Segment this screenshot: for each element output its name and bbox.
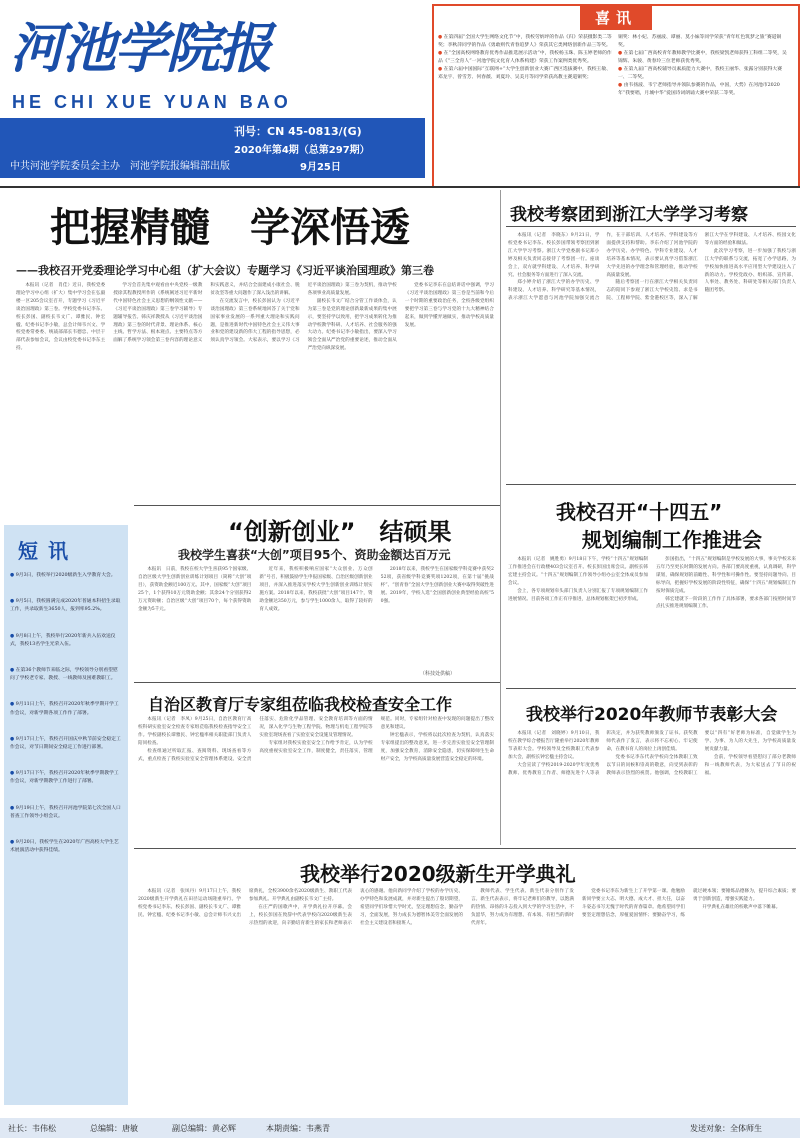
short-news-title: 短讯: [18, 539, 78, 563]
good-news-item: ● 在第四届“全国大学生网络文化节”中，我校劳炳坪的作品《归》荣获摄影类二等奖；李秋萍同学的作品《勇敢则代青春追梦人》荣获其它类网络创新作品三等奖。: [438, 35, 612, 48]
plan-body: [508, 556, 796, 684]
paragraph: 党委书记李东为新生上了开学第一课。他勉励新同学要立大志、明大德、成大才、担大任，以奋斗姿态书写无愧于时代的青春篇章。他希望同学们要坚定理想信念，厚植爱国情怀；要勤奋学习，练就过硬本领；要锤炼品德修为，提升综合素质；要勇于创新创造，增强实践能力。: [582, 889, 796, 918]
short-news-item: ● 9月11日上午，我校召开2020年秋季学期开学工作会议，对新学期各项工作作了部署。: [10, 702, 119, 716]
paragraph: 2018年以来，我校学生在国家级学科竞赛中获奖252项，获省级学科竞赛奖项1202项，在第十届“挑战杯”、“创青春”全国大学生创新创业大赛中取得突破性进展。2019年，学校人选“全国创新创业典型经验高校”50强。: [380, 567, 494, 604]
paragraph: 本报讯（记者 李晓东）9月21日，学校党委书记李东、校长彭国带领考察团到浙江大学学习考察。浙江大学党委副书记郑小婷及相关负责同志接待了考察团一行。座谈会上，双方就学科建设、人才培养、科学研究、社会服务等方面进行了深入交流。: [508, 233, 600, 278]
paragraph: 会前，学校领导看望慰问了部分老教师和一线教师代表，为大家送去了节日的祝福。: [704, 754, 796, 776]
paragraph: 本报讯 日前，我校在校大学生喜获95个国家级、自治区级大学生创新创业训练计划项目（简称“大创”项目），获资助金额近100万元。其中，国家级“大创”项目25个，1个获得10万元资助金额；其余24个分别获得2万元资助额；自治区级“大创”项目70个，每个获得资助金额为5千元。: [138, 567, 252, 612]
paragraph: 随后考察团一行在浙江大学相关负责同志的陪同下参观了浙江大学校史馆、求是书院、工程师学院、紫金港校区等，深入了解浙江大学在学科建设、人才培养、校园文化等方面的经验和做法。: [606, 233, 796, 302]
issn-number: 刊号：CN 45-0813/(G): [234, 125, 362, 138]
paragraph: 本报讯（记者 刘晓婷）9月10日，我校在教学综合楼报告厅隆重举行2020年教师节表彰大会。学校领导及全校教职工代表参加大会，副校长钟宏楹主持会议。: [508, 731, 600, 760]
paragraph: 教师代表、学生代表、新生代表分别作了发言。新生代表表示，将牢记老师们的教导，以饱满的热情、昂扬的斗志投入到大学的学习生活中，不负韶华，努力成为有理想、有本领、有担当的新时代青年。: [471, 889, 574, 926]
short-news-list: [10, 572, 122, 1100]
short-news-item: ● 在第36个教师节来临之际，学校领导分别看望慰问了学校老专家、教授、一线教师及困难教职工。: [10, 668, 118, 682]
opening-title: 我校举行2020级新生开学典礼: [300, 862, 576, 886]
teachers-day-title: 我校举行2020年教师节表彰大会: [526, 705, 778, 725]
paragraph: 检查组通过听取汇报、查阅资料、现场查看等方式，重点检查了我校实验室安全管理体系建设、安全责任落实、危险化学品管理、安全教育培训等方面的情况，深入化学与生物工程学院、物理与机电工程学院等实验室现场查看了实验室安全设施及管理情况。: [138, 717, 373, 762]
footer-chief-editor: 总编辑：唐敏: [90, 1124, 138, 1133]
good-news-item: 铜奖：林小妃、苏丽波、谭丽、莫小妹等同学荣获“青年红色筑梦之旅”赛道铜奖。: [618, 35, 782, 48]
footer-duty-editor: 本期责编：韦燕青: [266, 1124, 330, 1133]
paragraph: 此次学习考察，进一步加强了我校与浙江大学的联系与交流，拓宽了办学思路，为学校加快推进高水平应用型大学建设注入了新的动力。学校党政办、组织部、宣传部、人事处、教务处、科研处等相关部门负责人随团考察。: [704, 248, 796, 294]
good-news-item: ● 由韦扬波、韦宁老师指导并领队参赛的作品，中国，大势》在河池市2020年“我要唱，月城中华”爱国诗词朗诵大赛中荣获二等奖。: [618, 83, 780, 96]
paragraph: 在交流发言中，校长彭国认为《习近平谈治国理政》第三卷系统地回答了关于党和国家事业发展的一系列重大理论和实践问题，是推进新时代中国特色社会主义伟大事业和党的建设新的伟大工程的指导思想，必须认真学习领会。大家表示，要以学习《习近平谈治国理政》第三卷为契机，推动学校各项事业高质量发展。: [210, 283, 397, 344]
paragraph: 大会宣读了学校2019-2020学年度优秀教师、优秀教育工作者、师德先进个人等表彰决定，并为获奖教师颁发了证书。获奖教师代表作了发言，表示将不忘初心、牢记使命，在教书育人的岗位上再创佳绩。: [508, 731, 698, 776]
short-news-item: ● 9月5日，我校圆满完成2020年普通本科招生录取工作，共录取新生3650人，报到率95.2%。: [10, 599, 121, 613]
paragraph: 本报讯（记者 李凤）9月25日，自治区教育厅高校科研实验室安全检查专家组莅临我校检查指导安全工作。学校副校长谭雅民、钟宏楹率相关职能部门负责人陪同检查。: [138, 717, 252, 746]
good-news-item: ● 在“全国高校网络教育优秀作品推选展示活动”中，我校杨玉珠、陈玉婷老师的作品《“三全育人”一河池学院文化育人体系构建》荣获工作案例类优秀奖。: [438, 51, 612, 64]
paragraph: 近年来，我校积极响应国家“大众创业、万众创新”号召，积极鼓励学生申报国家级、自治区级创新创业项目，并深入推进落实学校大学生创新创业训练计划实施方案。2018年以来，我校获批“大创”项目147个，资助金额达350万元，参与学生1000余人，取得了较好的育人成效。: [259, 567, 373, 612]
good-news-item: ● 在第七届广西高校青年教师教学比赛中，我校梁凯老师获得工科组二等奖，吴锦辉、朱骏、黄春玲三位老师获优秀奖。: [618, 51, 787, 64]
zhejiang-body: [508, 232, 796, 480]
newspaper-pinyin: HE CHI XUE YUAN BAO: [12, 92, 292, 112]
footer-distribution: 发送对象：全体师生: [690, 1124, 762, 1133]
paragraph: 学习会首先集中观看由中央党校一级教授徐其程教授所作的《系统阐述习近平新时代中国特色社会主义思想的纲领性文献——《习近平谈治国理政》第三卷学习辅导》专题辅导报告。韩庆祥教授从《习近平谈治国理政》第三卷的时代背景、理论体系、核心主线、哲学方法、根本观点、主要特点等方面解了系统学习领会第三卷内容的理论意义和实践意义，并结合全面建成小康社会、脱贫攻坚等重大问题作了深入浅出的讲解。: [113, 283, 300, 344]
paragraph: 彭国指出，“十四五”规划编制是学校发展的大事，事关学校未来五年乃至更长时期的发展方向。各部门要高度重视，认真调研，科学谋划，确保规划的前瞻性、科学性和可操作性。要坚持问题导向、目标导向，把握好学校发展的阶段性特征，确保“十四五”规划编制工作按时保质完成。: [656, 557, 796, 594]
safety-body: [138, 716, 494, 846]
paragraph: 本报讯（记者 姚胜勇）9月18日下午，学校“十四五”规划编制工作推进会在行政楼403会议室召开。校长彭国出席会议。副校长韩宏建主持会议。“十四五”规划编制工作领导小组办公室全体成员参加会议。: [508, 557, 648, 586]
paragraph: 本报讯（记者 肖佳）近日，我校党委理论学习中心组（扩大）集中学习会在弘毅楼一区205会议室召开，专题学习《习近平谈治国理政》第三卷。学校党委书记李东、校长彭国、副校长韦文广、谭雅民、钟宏楹、纪委书记李小敏，总会计师韦兴文、学校党委常委委、统战部部长韦德忠、中层干部代表参加会议，会议由校党委书记李东主持。: [16, 283, 106, 352]
short-news-item: ● 9月20日，我校学生在2020年广西高校大学生艺术展演活动中获得佳绩。: [10, 840, 119, 854]
good-news-title: 喜讯: [580, 6, 652, 30]
innovation-body: [138, 566, 494, 670]
innovation-source: （科技处供稿）: [420, 671, 456, 677]
safety-title: 自治区教育厅专家组莅临我校检查安全工作: [148, 695, 453, 714]
paragraph: 本报讯（记者 张凤丹）9月17日上午，我校2020级新生开学典礼在田径运动场隆重举行。学校党委书记李东、校长彭国、副校长韦文广、谭雅民、钟宏楹、纪委书记李小敏、总会计师韦兴文出席典礼，全校3900余名2020级新生、教职工代表参加典礼。开学典礼由副校长韦文广主持。: [138, 889, 352, 918]
teachers-day-body: [508, 730, 796, 844]
good-news-right-column: [618, 34, 790, 182]
short-news-item: ● 9月17日下午，我校召开2020年秋季学期教学工作会议，对新学期教学工作进行了部署。: [10, 771, 119, 785]
headline-subtitle: ——我校召开党委理论学习中心组（扩大会议）专题学习《习近平谈治国理政》第三卷: [16, 264, 434, 277]
short-news-item: ● 9月3日，我校举行2020级新生入学教育大会。: [10, 573, 116, 578]
zhejiang-title: 我校考察团到浙江大学学习考察: [510, 205, 748, 225]
paragraph: 党委书记李东在总结讲话中强调，学习《习近平谈治国理政》第三卷是当前和今后一个时期的重要政治任务，全校各级党组织要把学习第三卷与学习党的十九大精神结合起来，做到学懂弄通做实，推动学校高质量发展。: [404, 283, 494, 328]
good-news-item: ● 在第六届中国国际“互联网+”大学生创新创业大赛广西区选拔赛中，我校王敏、邓龙宇、曾雪芳、何春薇、刘夏玲、吴美月等同学荣获高教主赛道铜奖；: [438, 67, 611, 80]
plan-title-line2: 规划编制工作推进会: [582, 528, 762, 552]
sponsor-line: 中共河池学院委员会主办 河池学院报编辑部出版: [10, 161, 230, 172]
short-news-item: ● 9月8日上午，我校举行2020年新兵入伍欢送仪式，我校13名学生光荣入伍。: [10, 633, 116, 647]
innovation-subtitle: 我校学生喜获“大创”项目95个、资助金额达百万元: [178, 548, 451, 562]
paragraph: 郑小婷介绍了浙江大学的办学历史、学科建设、人才培养、科学研究等基本情况，表示浙江大学愿意与河池学院加强交流合作，在干部培训、人才培养、学科建设等方面提供支持和帮助。李东介绍了河池学院的办学历史、办学特色、学科专业建设、人才培养等基本情况，表示要认真学习借鉴浙江大学先进的办学理念和管理经验，推动学校高质量发展。: [508, 233, 698, 302]
paragraph: 在庄严的国歌声中，开学典礼拉开序幕。会上，校长彭国在致辞中代表学校向2020级新生表示热烈的欢迎，向辛勤培育新生的家长和老师表示衷心的感谢。他向新同学介绍了学校的办学历史、办学特色和发展成就，并对新生提出了殷切期望，希望同学们珍惜大学时光，坚定理想信念，勤奋学习，全面发展，努力成长为德智体美劳全面发展的社会主义建设者和接班人。: [249, 889, 463, 926]
paragraph: 党委书记李东代表学校向全体教职工致以节日的问候和崇高的敬意，向受到表彰的教师表示热烈的祝贺。他强调，全校教职工要以“四有”好老师为标准，自觉做学生为学、为事、为人的大先生，为学校高质量发展贡献力量。: [606, 731, 796, 776]
good-news-item: ● 在第九届广西高校辅导员素质能力大赛中，我校王丽华、张露分别获得大赛一、二等奖。: [618, 67, 783, 80]
issue-day: 9月25日: [300, 162, 341, 173]
paragraph: 钟宏楹表示，学校将以此次检查为契机，认真落实专家组提出的整改意见，进一步完善实验室安全管理制度，加强安全教育，消除安全隐患，切实保障师生生命财产安全，为学校高质量发展营造安全稳定的环境。: [380, 732, 494, 762]
headline-body: [16, 282, 494, 502]
short-news-item: ● 9月17日上午，我校召开国庆中秋节前安全稳定工作会议，对节日期间安全稳定工作进行部署。: [10, 736, 121, 751]
newspaper-logo: 河池学院报: [10, 16, 270, 80]
paragraph: 韩宏建就下一阶段的工作作了具体部署，要求各部门按照时间节点扎实推进规划编制工作。: [656, 596, 796, 610]
good-news-left-column: [438, 34, 613, 182]
headline-title: 把握精髓 学深悟透: [50, 205, 410, 251]
paragraph: 会上，各专项规划牵头部门负责人分别汇报了专项规划编制工作进展情况。目前各项工作正有序推进，总体规划框架已初步形成。: [508, 588, 648, 602]
plan-title-line1: 我校召开“十四五”: [556, 500, 723, 524]
footer-publisher: 社长：韦伟松: [8, 1124, 56, 1133]
footer-deputy-editor: 副总编辑：黄必辉: [172, 1124, 236, 1133]
paragraph: 专家组对我校实验室安全工作给予肯定，认为学校高度重视实验室安全工作，制度健全，责任落实，管理规范。同时，专家组针对检查中发现的问题提出了整改意见和建议。: [259, 717, 494, 754]
opening-body: [138, 888, 796, 1114]
paragraph: 开学典礼在雄壮的校歌声中落下帷幕。: [702, 904, 781, 910]
innovation-title: “创新创业” 结硕果: [228, 518, 452, 546]
issue-date: 2020年第4期（总第297期）: [234, 145, 370, 156]
paragraph: 副校长韦文广结合分管工作谈体会，认为第三卷是党的理论创新最新成果的集中展示，要坚持学以致用，把学习成果转化为推动学校教学科研、人才培养、社会服务的强大动力。纪委书记李小敏指出，要深入学习领会全面从严治党的重要论述，推动全面从严治党向纵深发展。: [307, 298, 397, 352]
short-news-item: ● 9月19日上午，我校召开河池学院第七次全国人口普查工作领导小组会议。: [10, 805, 121, 819]
